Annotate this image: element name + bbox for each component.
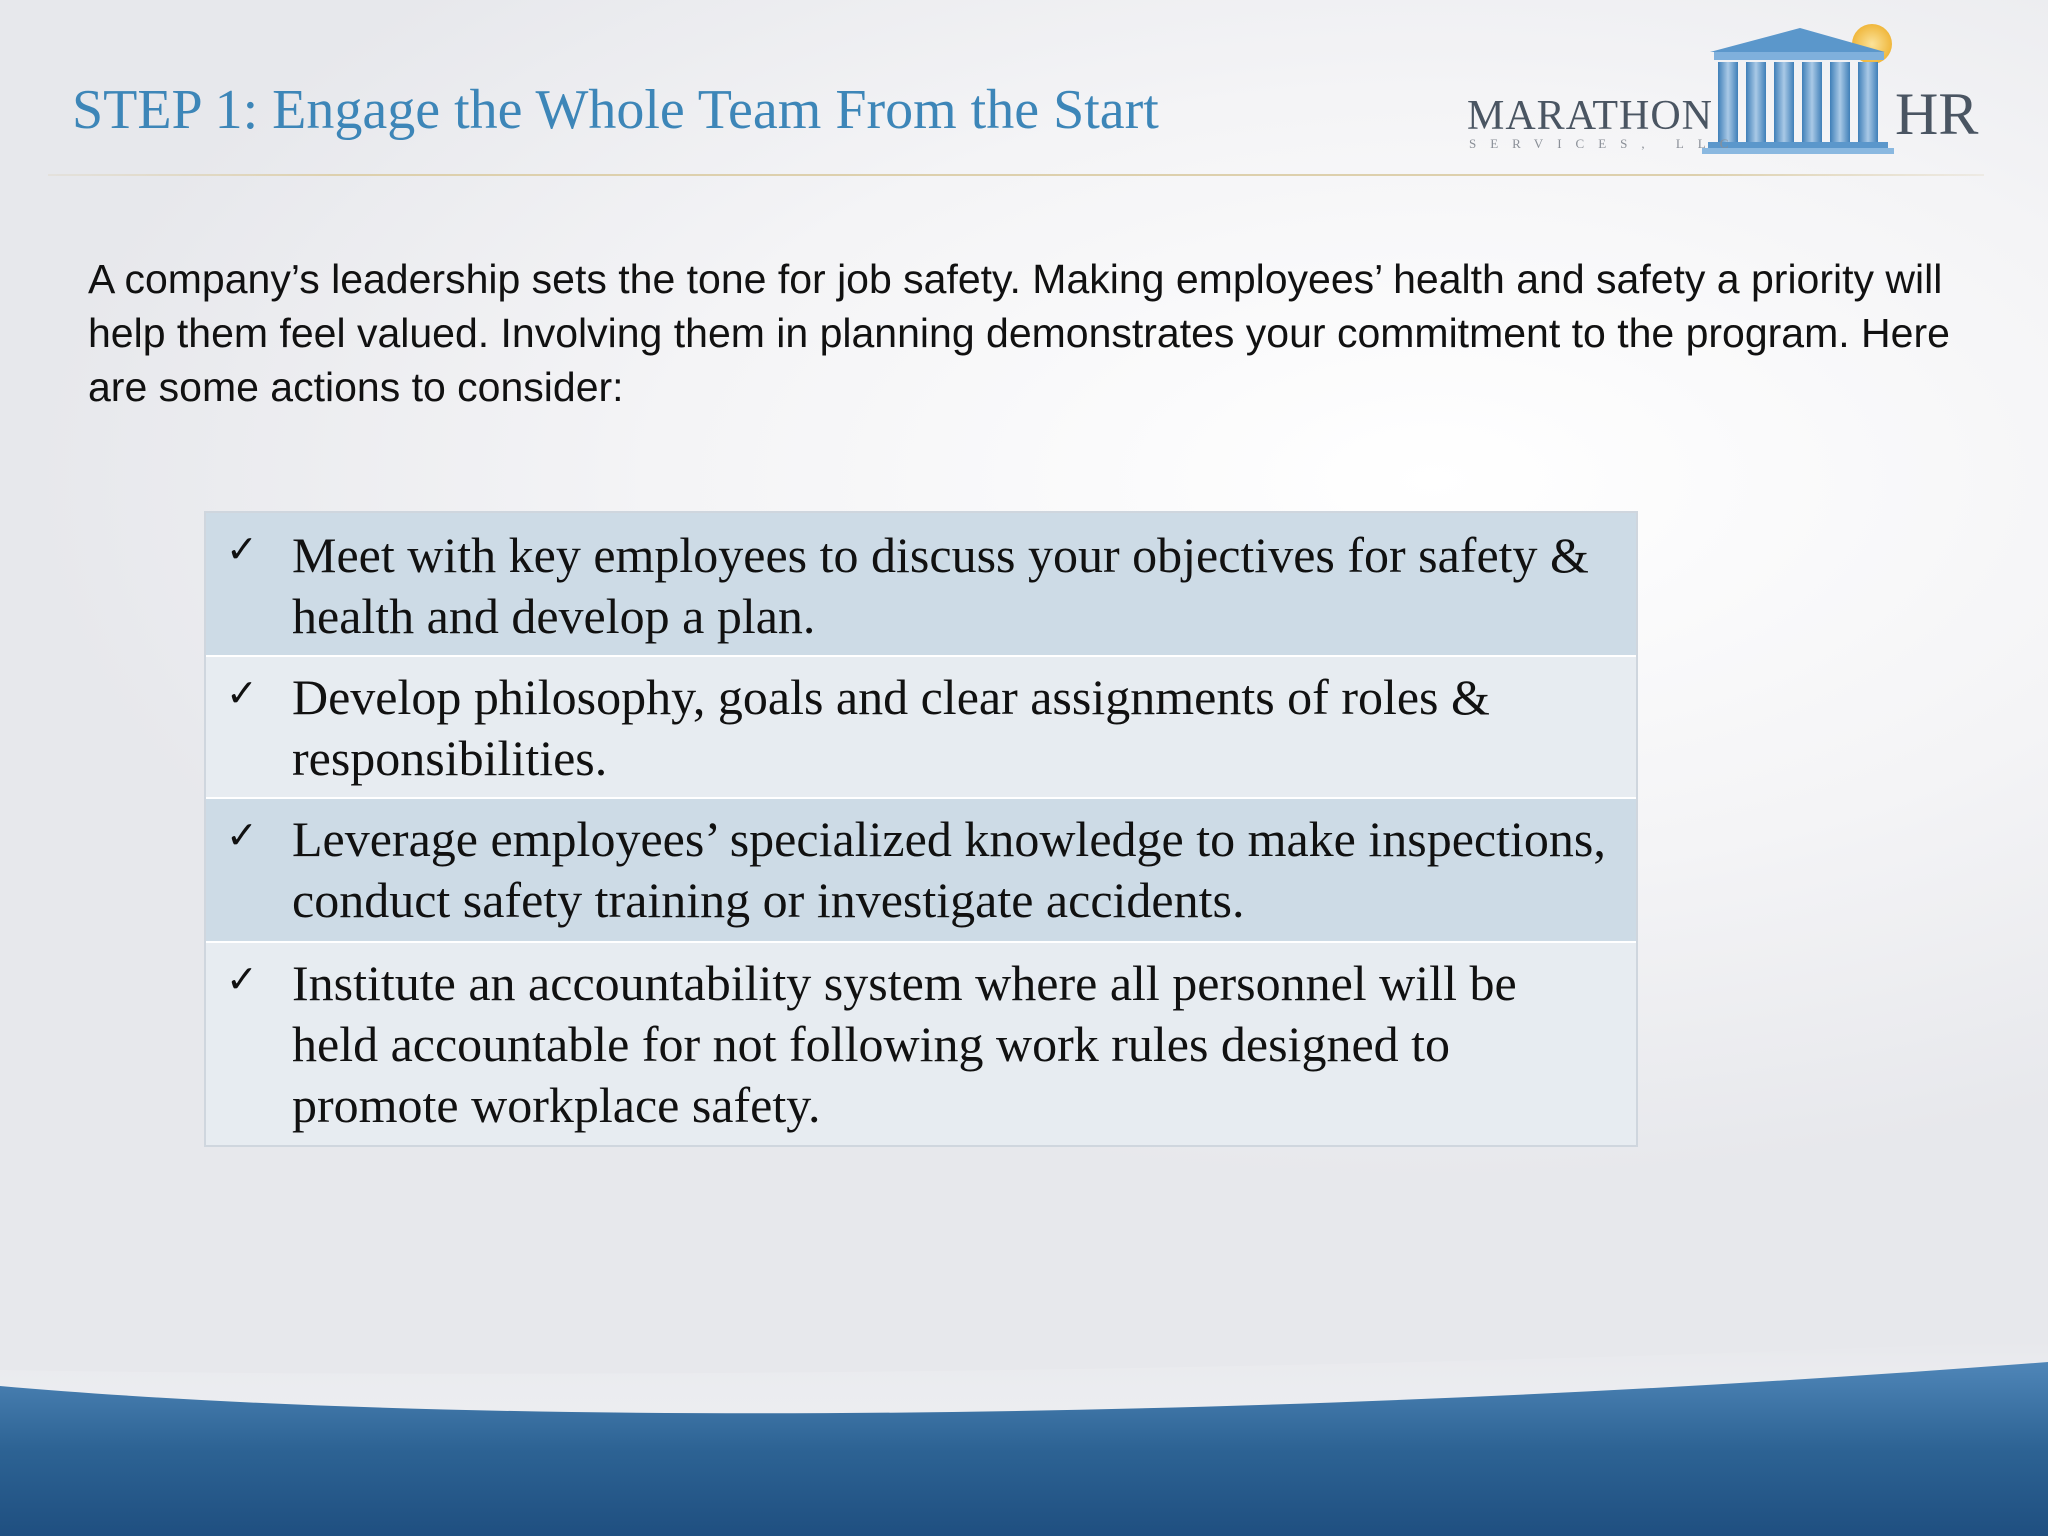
- logo-subtitle: SERVICES, LLC: [1469, 136, 1743, 151]
- checkmark-icon: ✓: [226, 957, 258, 1001]
- logo-hr-text: HR: [1895, 81, 1979, 147]
- action-text: Develop philosophy, goals and clear assignments of roles & responsibilities.: [292, 669, 1490, 786]
- slide-title: STEP 1: Engage the Whole Team From the Start: [72, 79, 1159, 141]
- title-divider: [48, 174, 1984, 176]
- action-text: Institute an accountability system where all personnel will be held accountable for not following work rules designed to promote workplace safety.: [292, 955, 1517, 1133]
- action-text: Leverage employees’ specialized knowledge to make inspections, conduct safety training or investigate accidents.: [292, 811, 1606, 928]
- action-row: [206, 657, 1636, 799]
- action-row: [206, 513, 1636, 657]
- checkmark-icon: ✓: [226, 813, 258, 857]
- action-text: Meet with key employees to discuss your objectives for safety & health and develop a plan.: [292, 527, 1589, 644]
- company-logo: [1460, 22, 2000, 156]
- action-row: [206, 943, 1636, 1145]
- actions-table: [204, 511, 1638, 1147]
- footer-wave: [0, 1340, 2048, 1536]
- logo-wordmark: MARATHON: [1467, 93, 1714, 139]
- checkmark-icon: ✓: [226, 671, 258, 715]
- intro-paragraph: A company’s leadership sets the tone for job safety. Making employees’ health and safety a priority will help them feel valued. Involving them in planning demonstrates your commitment to the program. Here are some actions to consider:: [88, 256, 1950, 410]
- checkmark-icon: ✓: [226, 527, 258, 571]
- action-row: [206, 799, 1636, 943]
